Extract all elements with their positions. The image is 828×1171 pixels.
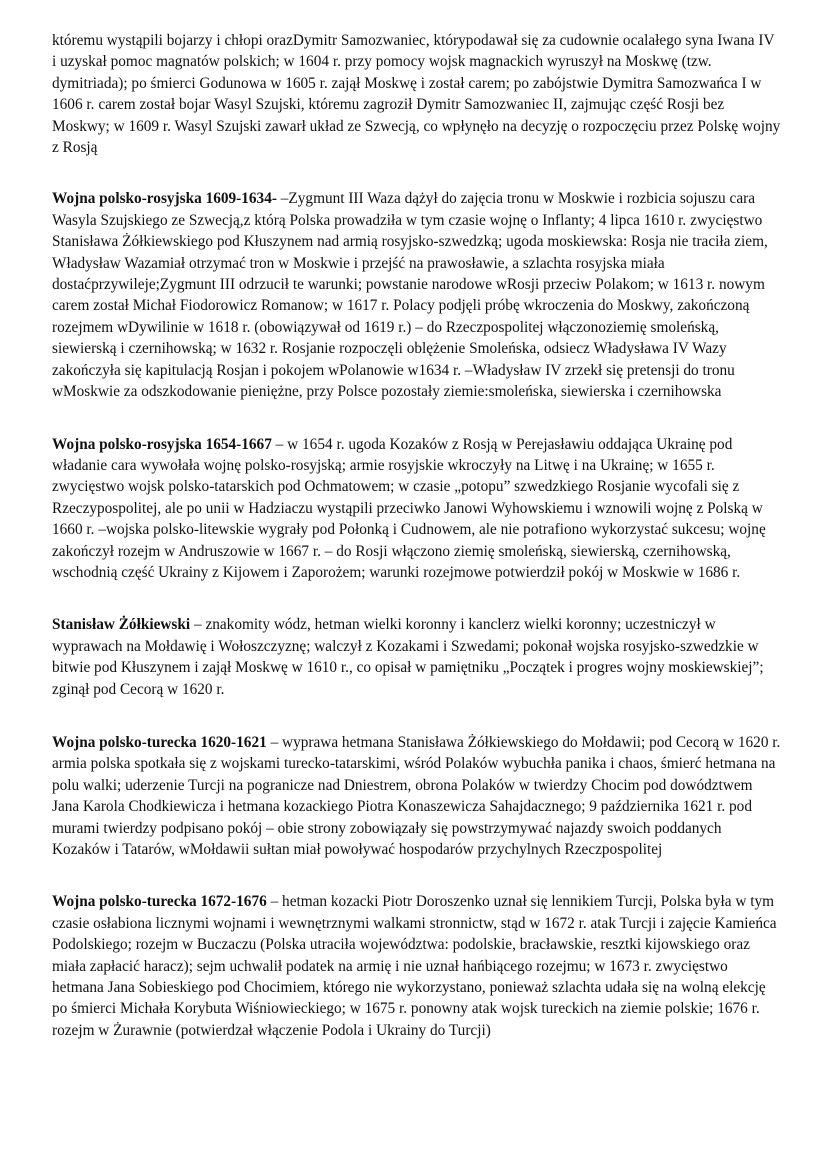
paragraph-text: – znakomity wódz, hetman wielki koronny i kanclerz wielki koronny; uczestniczył w wyprawach na Mołdawię i Wołoszczyznę; walczył z Kozakami i Szwedami; pokonał wojska rosyjsko-szwedzkie w bitwie pod Kłuszynem i zajął Moskwę w 1610 r., co opisał w pamiętniku „Początek i progres wojny moskiewskiej”; zginął pod Cecorą w 1620 r. bbox=[52, 616, 764, 698]
paragraph-text: –Zygmunt III Waza dążył do zajęcia tronu w Moskwie i rozbicia sojuszu cara Wasyla Szujskiego ze Szwecją,z którą Polska prowadziła w tym czasie wojnę o Inflanty; 4 lipca 1610 r. zwycięstwo Stanisława Żółkiewskiego pod Kłuszynem nad armią rosyjsko-szwedzką; ugoda moskiewska: Rosja nie traciła ziem, Władysław Wazamiał otrzymać tron w Moskwie i przejść na prawosławie, a szlachta rosyjska miała dostaćprzywileje;Zygmunt III odrzucił te warunki; powstanie narodowe wRosji przeciw Polakom; w 1613 r. nowym carem został Michał Fiodorowicz Romanow; w 1617 r. Polacy podjęli próbę wkroczenia do Moskwy, zakończoną rozejmem wDywilinie w 1618 r. (obowiązywał od 1619 r.) – do Rzeczpospolitej włączonoziemię smoleńską, siewierską i czernihowską; w 1632 r. Rosjanie rozpoczęli oblężenie Smoleńska, odsiecz Władysława IV Wazy zakończyła się kapitulacją Rosjan i pokojem wPolanowie w1634 r. –Władysław IV zrzekł się pretensji do tronu wMoskwie za odszkodowanie pieniężne, przy Polsce pozostały ziemie:smoleńska, siewierska i czernihowska bbox=[52, 190, 768, 401]
paragraph-text: – w 1654 r. ugoda Kozaków z Rosją w Perejasławiu oddająca Ukrainę pod władanie cara wywołała wojnę polsko-rosyjską; armie rosyjskie wkroczyły na Litwę i na Ukrainę; w 1655 r. zwycięstwo wojsk polsko-tatarskich pod Ochmatowem; w czasie „potopu” szwedzkiego Rosjanie wycofali się z Rzeczypospolitej, ale po unii w Hadziaczu wystąpili przeciwko Janowi Wyhowskiemu i wznowili wojnę z Polską w 1660 r. –wojska polsko-litewskie wygrały pod Połonką i Cudnowem, ale nie potrafiono wykorzystać sukcesu; wojnę zakończył rozejm w Andruszowie w 1667 r. – do Rosji włączono ziemię smoleńską, siewierską, czernihowską, wschodnią część Ukrainy z Kijowem i Zaporożem; warunki rozejmowe potwierdził pokój w Moskwie w 1686 r. bbox=[52, 435, 766, 581]
paragraph-heading: Wojna polsko-turecka 1620-1621 bbox=[52, 733, 267, 751]
paragraph-war-1672-1676 bbox=[52, 891, 782, 1041]
paragraph-heading: Wojna polsko-turecka 1672-1676 bbox=[52, 893, 267, 911]
paragraph-text: – hetman kozacki Piotr Doroszenko uznał się lennikiem Turcji, Polska była w tym czasie osłabiona licznymi wojnami i wewnętrznymi walkami stronnictw, stąd w 1672 r. atak Turcji i zajęcie Kamieńca Podolskiego; rozejm w Buczaczu (Polska utraciła województwa: podolskie, bracławskie, resztki kijowskiego oraz miała zapłacić haracz); sejm uchwalił podatek na armię i nie uznał hańbiącego rozejmu; w 1673 r. zwycięstwo hetmana Jana Sobieskiego pod Chocimiem, którego nie wykorzystano, ponieważ szlachta udała się na wolną elekcję po śmierci Michała Korybuta Wiśniowieckiego; w 1675 r. ponowny atak wojsk tureckich na ziemie polskie; 1676 r. rozejm w Żurawnie (potwierdzał włączenie Podola i Ukrainy do Turcji) bbox=[52, 893, 777, 1039]
paragraph-heading: Stanisław Żółkiewski bbox=[52, 616, 191, 634]
paragraph-zolkiewski bbox=[52, 614, 782, 700]
paragraph-war-1609-1634 bbox=[52, 188, 782, 402]
paragraph-heading: Wojna polsko-rosyjska 1654-1667 bbox=[52, 435, 272, 453]
paragraph-war-1654-1667 bbox=[52, 434, 782, 584]
paragraph-heading: Wojna polsko-rosyjska 1609-1634- bbox=[52, 190, 277, 208]
paragraph-text: któremu wystąpili bojarzy i chłopi orazDymitr Samozwaniec, którypodawał się za cudownie ocalałego syna Iwana IV i uzyskał pomoc magnatów polskich; w 1604 r. przy pomocy wojsk magnackich wyruszył na Moskwę (tzw. dymitriada); po śmierci Godunowa w 1605 r. zajął Moskwę i został carem; po zabójstwie Dymitra Samozwańca I w 1606 r. carem został bojar Wasyl Szujski, któremu zagroził Dymitr Samozwaniec II, zajmując część Rosji bez Moskwy; w 1609 r. Wasyl Szujski zawarł układ ze Szwecją, co wpłynęło na decyzję o rozpoczęciu przez Polskę wojny z Rosją bbox=[52, 32, 781, 157]
paragraph-dymitriada bbox=[52, 30, 782, 158]
paragraph-war-1620-1621 bbox=[52, 732, 782, 860]
paragraph-text: – wyprawa hetmana Stanisława Żółkiewskiego do Mołdawii; pod Cecorą w 1620 r. armia polska spotkała się z wojskami turecko-tatarskimi, wśród Polaków wybuchła panika i chaos, śmierć hetmana na polu walki; uderzenie Turcji na pogranicze nad Dniestrem, obrona Polaków w twierdzy Chocim pod dowództwem Jana Karola Chodkiewicza i hetmana kozackiego Piotra Konaszewicza Sahajdacznego; 9 października 1621 r. pod murami twierdzy podpisano pokój – obie strony zobowiązały się powstrzymywać najazdy swoich poddanych Kozaków i Tatarów, wMołdawii sułtan miał powoływać hospodarów przychylnych Rzeczpospolitej bbox=[52, 733, 781, 858]
